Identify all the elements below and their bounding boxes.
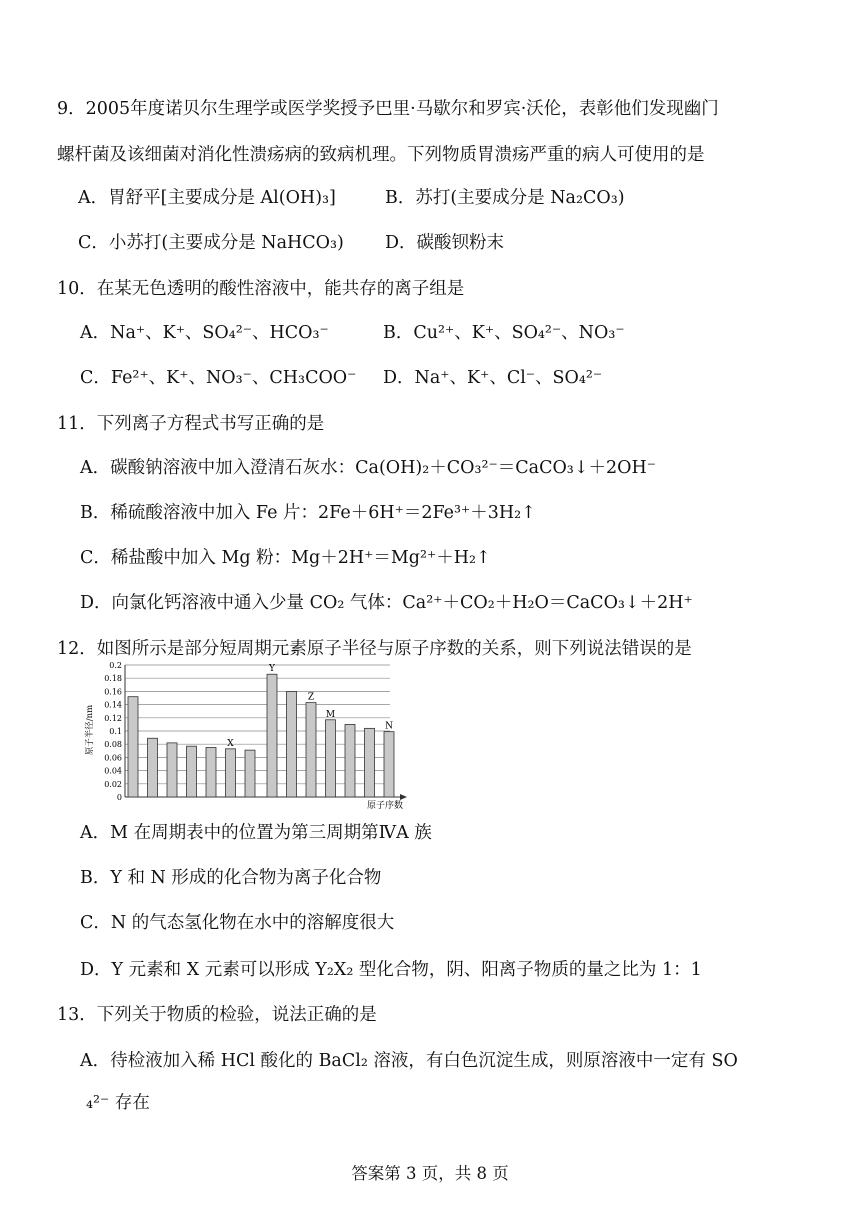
q9-option-a: A．胃舒平[主要成分是 Al(OH)₃] xyxy=(78,188,336,208)
chart-ytick-label: 0.2 xyxy=(109,661,122,670)
q12-stem: 12．如图所示是部分短周期元素原子半径与原子序数的关系，则下列说法错误的是 xyxy=(57,639,692,659)
chart-ytick-label: 0.16 xyxy=(104,687,122,697)
chart-ytick-label: 0.02 xyxy=(104,779,122,789)
q10-option-c: C．Fe²⁺、K⁺、NO₃⁻、CH₃COO⁻ xyxy=(80,368,357,388)
chart-xlabel: 原子序数 xyxy=(366,801,404,811)
q10-stem: 10．在某无色透明的酸性溶液中，能共存的离子组是 xyxy=(57,279,465,299)
q11-option-a: A．碳酸钠溶液中加入澄清石灰水：Ca(OH)₂＋CO₃²⁻＝CaCO₃↓＋2OH⁻ xyxy=(80,458,656,478)
chart-bar xyxy=(365,728,375,797)
q13-stem: 13．下列关于物质的检验，说法正确的是 xyxy=(57,1005,377,1025)
chart-bar xyxy=(206,748,216,798)
chart-bar xyxy=(267,674,277,797)
chart-ylabel: 原子半径/nm xyxy=(85,704,95,756)
q9-option-d: D．碳酸钡粉末 xyxy=(385,233,505,253)
q9-option-c: C．小苏打(主要成分是 NaHCO₃) xyxy=(78,233,344,253)
q12-option-c: C．N 的气态氢化物在水中的溶解度很大 xyxy=(80,913,395,933)
chart-bar-label: X xyxy=(227,738,234,749)
chart-bar-label: N xyxy=(385,721,393,732)
chart-bar xyxy=(287,691,297,797)
q10-option-b: B．Cu²⁺、K⁺、SO₄²⁻、NO₃⁻ xyxy=(383,323,625,343)
atomic-radius-bar-chart xyxy=(80,660,420,815)
chart-bar-label: M xyxy=(325,709,336,720)
chart-ytick-label: 0.1 xyxy=(109,727,122,736)
q11-option-b: B．稀硫酸溶液中加入 Fe 片：2Fe＋6H⁺＝2Fe³⁺＋3H₂↑ xyxy=(80,503,536,523)
q11-stem: 11．下列离子方程式书写正确的是 xyxy=(57,414,325,434)
q13-option-a-line2: ₄²⁻ 存在 xyxy=(86,1093,150,1113)
chart-x-axis-arrow xyxy=(400,794,407,800)
chart-bar xyxy=(306,703,316,797)
chart-bar xyxy=(384,732,394,797)
q9-stem-line2: 螺杆菌及该细菌对消化性溃疡病的致病机理。下列物质胃溃疡严重的病人可使用的是 xyxy=(57,145,705,165)
q10-option-a: A．Na⁺、K⁺、SO₄²⁻、HCO₃⁻ xyxy=(80,323,329,343)
q12-option-a: A．M 在周期表中的位置为第三周期第ⅣA 族 xyxy=(80,823,432,843)
chart-ytick-label: 0.12 xyxy=(104,713,122,723)
q12-option-b: B．Y 和 N 形成的化合物为离子化合物 xyxy=(80,868,382,888)
chart-bar xyxy=(345,724,355,797)
chart-bar xyxy=(167,743,177,797)
chart-bar xyxy=(148,738,158,797)
q12-option-d: D．Y 元素和 X 元素可以形成 Y₂X₂ 型化合物，阴、阳离子物质的量之比为 1：1 xyxy=(80,960,702,980)
q10-option-d: D．Na⁺、K⁺、Cl⁻、SO₄²⁻ xyxy=(383,368,603,388)
q11-option-c: C．稀盐酸中加入 Mg 粉：Mg＋2H⁺＝Mg²⁺＋H₂↑ xyxy=(80,548,491,568)
chart-ytick-label: 0.08 xyxy=(104,740,122,750)
chart-ytick-label: 0 xyxy=(116,793,122,802)
chart-bar xyxy=(245,750,255,797)
chart-bar xyxy=(128,697,138,797)
q11-option-d: D．向氯化钙溶液中通入少量 CO₂ 气体：Ca²⁺＋CO₂＋H₂O＝CaCO₃↓＋2H⁺ xyxy=(80,593,693,613)
chart-bar xyxy=(187,746,197,797)
chart-ytick-label: 0.04 xyxy=(104,766,122,776)
chart-ytick-label: 0.06 xyxy=(104,753,122,763)
chart-bar xyxy=(226,749,236,797)
chart-bar-label: Y xyxy=(269,664,275,675)
q9-option-b: B．苏打(主要成分是 Na₂CO₃) xyxy=(385,188,625,208)
page-footer: 答案第 3 页，共 8 页 xyxy=(351,1164,509,1183)
chart-bar xyxy=(326,720,336,797)
chart-ytick-label: 0.18 xyxy=(104,674,122,684)
chart-ytick-label: 0.14 xyxy=(104,700,122,710)
q13-option-a-line1: A．待检液加入稀 HCl 酸化的 BaCl₂ 溶液，有白色沉淀生成，则原溶液中一定有 SO xyxy=(80,1051,738,1071)
q9-stem-line1: 9．2005年度诺贝尔生理学或医学奖授予巴里·马歇尔和罗宾·沃伦，表彰他们发现幽门 xyxy=(57,99,719,119)
chart-bar-label: Z xyxy=(307,692,315,703)
